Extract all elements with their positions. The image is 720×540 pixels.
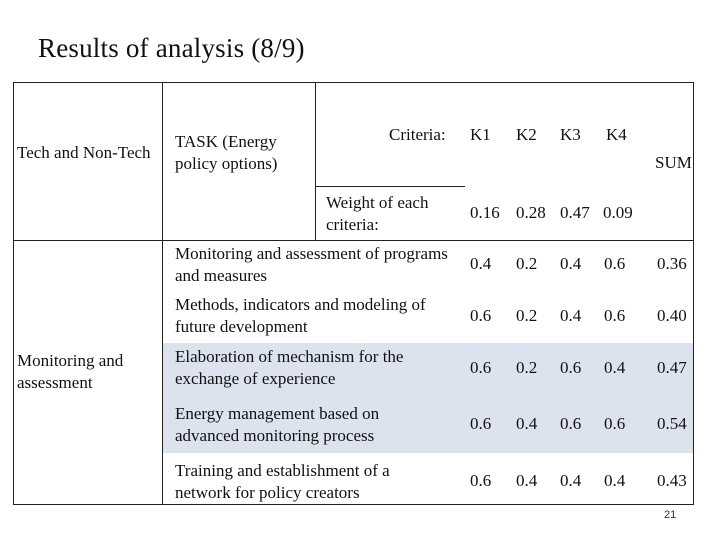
table-border-right [693, 82, 694, 505]
weight-label: Weight of each criteria: [326, 193, 429, 234]
header-divider [13, 240, 694, 241]
row-4-k2: 0.4 [516, 414, 538, 433]
row-5-k2: 0.4 [516, 471, 538, 490]
tech-nontech-header: Tech and Non-Tech [17, 143, 151, 162]
row-4-sum: 0.54 [657, 414, 687, 433]
row-5-k4: 0.4 [604, 471, 626, 490]
row-3-k4: 0.4 [604, 358, 626, 377]
row-5-task: Training and establishment of a network for policy creators [175, 461, 390, 502]
slide-title: Results of analysis (8/9) [38, 33, 305, 63]
row-5-sum: 0.43 [657, 471, 687, 490]
table-border-top [13, 82, 694, 83]
row-2-k2: 0.2 [516, 306, 538, 325]
row-4-k1: 0.6 [470, 414, 492, 433]
row-1-k4: 0.6 [604, 254, 626, 273]
row-3-task: Elaboration of mechanism for the exchange of experience [175, 347, 404, 388]
row-4-k3: 0.6 [560, 414, 582, 433]
row-2-sum: 0.40 [657, 306, 687, 325]
task-header: TASK (Energy policy options) [175, 132, 278, 173]
weight-row-divider [315, 186, 465, 187]
group-label: Monitoring and assessment [17, 351, 124, 392]
row-5-k3: 0.4 [560, 471, 582, 490]
col-divider-1 [162, 82, 163, 505]
table-border-left [13, 82, 14, 505]
row-2-task: Methods, indicators and modeling of future development [175, 295, 426, 336]
criteria-k4: K4 [606, 125, 627, 144]
row-1-k1: 0.4 [470, 254, 492, 273]
criteria-k2: K2 [516, 125, 537, 144]
row-2-k1: 0.6 [470, 306, 492, 325]
row-1-task: Monitoring and assessment of programs and measures [175, 244, 448, 285]
results-table [13, 82, 694, 505]
row-2-k4: 0.6 [604, 306, 626, 325]
col-divider-2 [315, 82, 316, 241]
row-1-k2: 0.2 [516, 254, 538, 273]
weight-k3: 0.47 [560, 203, 590, 222]
page-number: 21 [664, 509, 677, 521]
table-border-bottom [13, 504, 694, 505]
criteria-k3: K3 [560, 125, 581, 144]
row-3-k1: 0.6 [470, 358, 492, 377]
row-4-task: Energy management based on advanced monitoring process [175, 404, 380, 445]
criteria-label: Criteria: [389, 125, 446, 144]
row-1-sum: 0.36 [657, 254, 687, 273]
row-3-k2: 0.2 [516, 358, 538, 377]
row-3-sum: 0.47 [657, 358, 687, 377]
weight-k4: 0.09 [603, 203, 633, 222]
criteria-k1: K1 [470, 125, 491, 144]
weight-k1: 0.16 [470, 203, 500, 222]
row-4-k4: 0.6 [604, 414, 626, 433]
row-1-k3: 0.4 [560, 254, 582, 273]
row-3-k3: 0.6 [560, 358, 582, 377]
row-5-k1: 0.6 [470, 471, 492, 490]
weight-k2: 0.28 [516, 203, 546, 222]
row-2-k3: 0.4 [560, 306, 582, 325]
sum-header: SUM [655, 153, 692, 172]
